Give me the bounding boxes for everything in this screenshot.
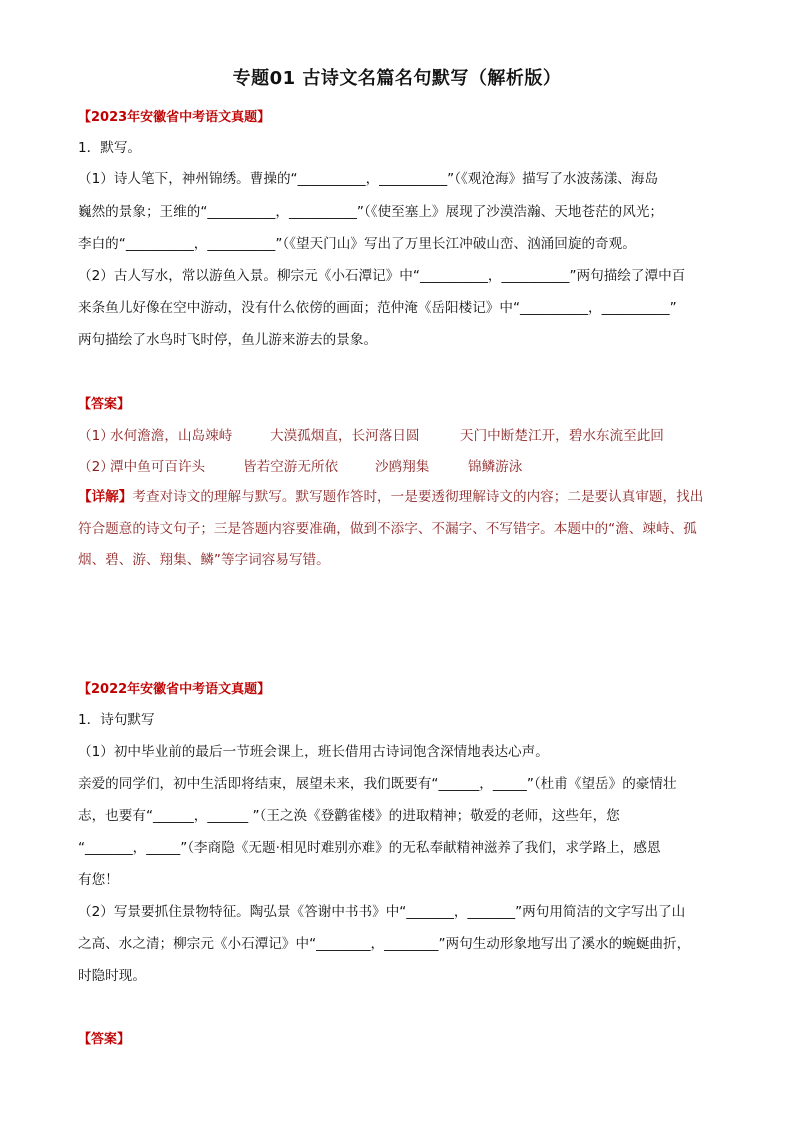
answer-item: 大漠孤烟直，长河落日圆 <box>270 428 420 444</box>
question-line: 之高、水之清；柳宗元《小石潭记》中“________，________”两句生动形象地写出了溪水的蜿蜒曲折， <box>78 936 691 952</box>
page-title: 专题01 古诗文名篇名句默写（解析版） <box>232 68 562 89</box>
question-heading-2022: 1．诗句默写 <box>78 712 155 728</box>
answer-row-1 <box>78 424 718 446</box>
section-tag-2023: 【2023年安徽省中考语文真题】 <box>78 110 271 125</box>
question-line: 两句描绘了水鸟时飞时停，鱼儿游来游去的景象。 <box>78 332 378 348</box>
question-line: 李白的“__________，__________”（《望天门山》写出了万里长江冲破山峦、汹涌回旋的奇观。 <box>78 236 636 252</box>
question-heading-2023: 1．默写。 <box>78 140 142 156</box>
detail-tag: 【详解】 <box>78 489 133 505</box>
question-line: 时隐时现。 <box>78 968 146 984</box>
answer-number: （2） <box>78 459 114 475</box>
question-line: （1）初中毕业前的最后一节班会课上，班长借用古诗词饱含深情地表达心声。 <box>78 744 549 760</box>
detail-line-1 <box>78 486 703 508</box>
question-line: （2）写景要抓住景物特征。陶弘景《答谢中书书》中“_______，_______”两句用简洁的文字写出了山 <box>78 904 686 920</box>
answer-tag-2022: 【答案】 <box>78 1032 131 1047</box>
detail-line: 符合题意的诗文句子；三是答题内容要准确，做到不添字、不漏字、不写错字。本题中的“澹、竦峙、孤 <box>78 521 697 537</box>
answer-tag-2023: 【答案】 <box>78 397 131 412</box>
question-line: 有您！ <box>78 872 119 888</box>
answer-item: 锦鳞游泳 <box>468 459 523 475</box>
detail-text: 考查对诗文的理解与默写。默写题作答时，一是要透彻理解诗文的内容；二是要认真审题，找出 <box>132 489 704 505</box>
question-line: 来条鱼儿好像在空中游动，没有什么依傍的画面；范仲淹《岳阳楼记》中“__________，__________” <box>78 300 677 316</box>
question-line: 志，也要有“______，______ ”（王之涣《登鹳雀楼》的进取精神；敬爱的老师，这些年，您 <box>78 808 620 824</box>
answer-item: 天门中断楚江开，碧水东流至此回 <box>460 428 664 444</box>
detail-line: 烟、碧、游、翔集、鳞”等字词容易写错。 <box>78 552 330 568</box>
question-line: 亲爱的同学们，初中生活即将结束，展望未来，我们既要有“______，_____”（杜甫《望岳》的豪情壮 <box>78 776 677 792</box>
section-tag-2022: 【2022年安徽省中考语文真题】 <box>78 682 271 697</box>
answer-item: 沙鸥翔集 <box>375 459 430 475</box>
answer-item: 潭中鱼可百许头 <box>110 459 206 475</box>
question-line: 巍然的景象；王维的“__________，__________”（《使至塞上》展现了沙漠浩瀚、天地苍茫的风光； <box>78 204 664 220</box>
question-line: （1）诗人笔下，神州锦绣。曹操的“__________，__________”（《观沧海》描写了水波荡漾、海岛 <box>78 171 659 187</box>
answer-row-2 <box>78 455 718 477</box>
answer-item: 皆若空游无所依 <box>243 459 339 475</box>
question-line: （2）古人写水，常以游鱼入景。柳宗元《小石潭记》中“__________，__________”两句描绘了潭中百 <box>78 268 686 284</box>
question-line: “_______，_____”（李商隐《无题·相见时难别亦难》的无私奉献精神滋养了我们，求学路上，感恩 <box>78 840 661 856</box>
answer-item: 水何澹澹，山岛竦峙 <box>110 428 233 444</box>
answer-number: （1） <box>78 428 114 444</box>
